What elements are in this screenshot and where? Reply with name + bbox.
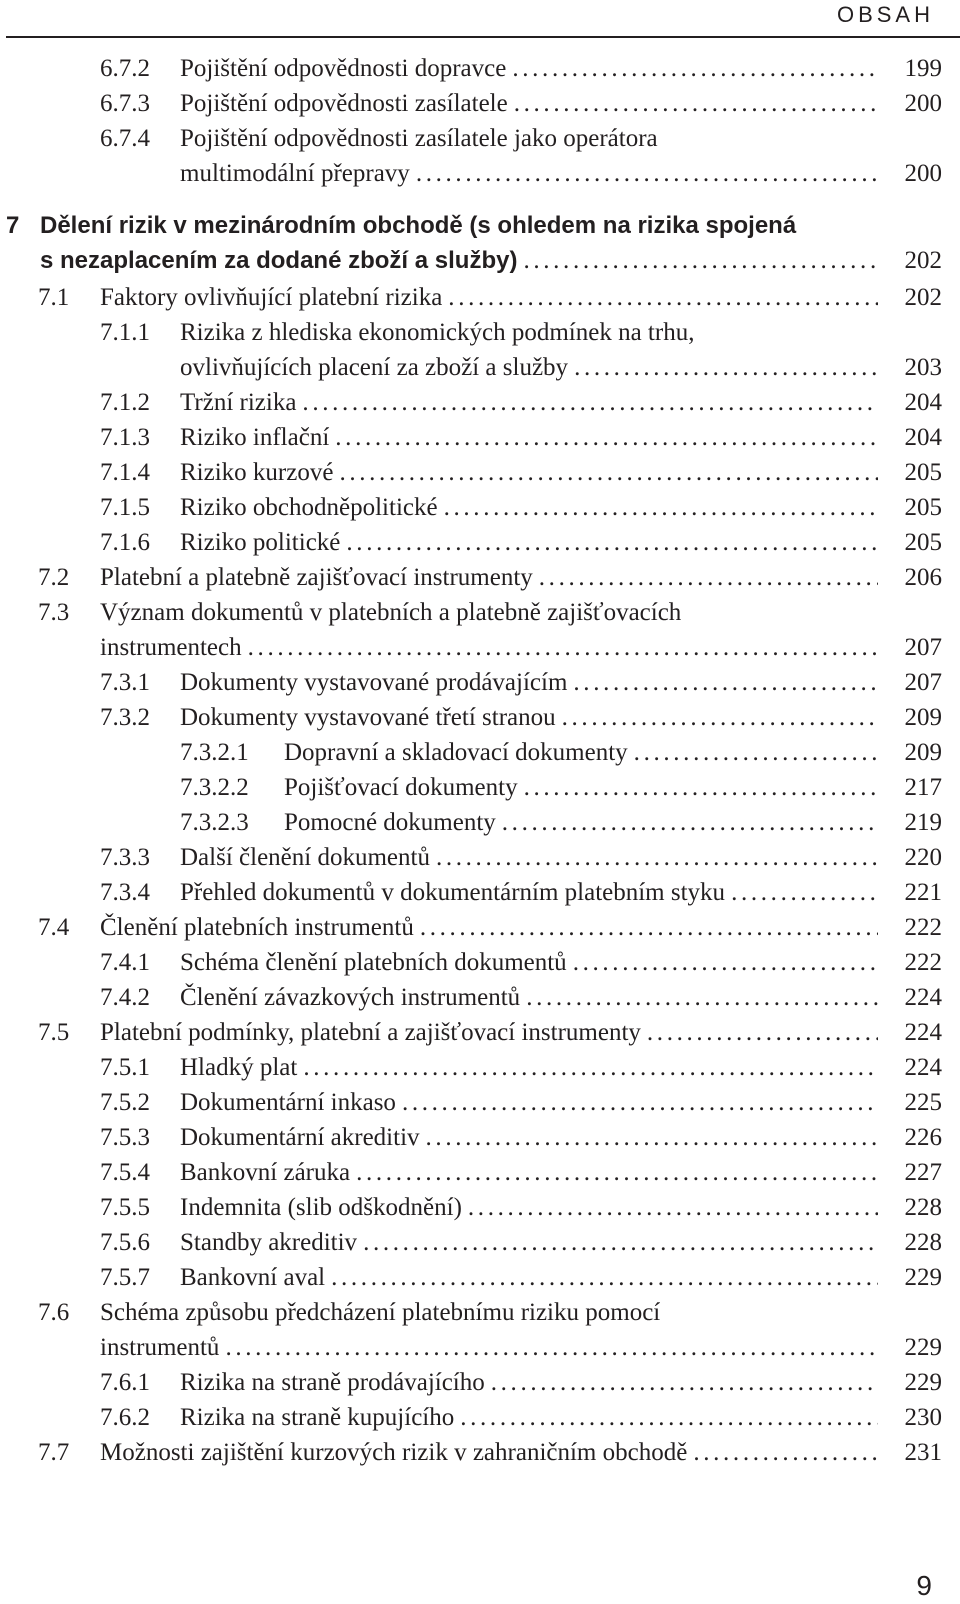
toc-entry-page-number: 204 (904, 389, 942, 416)
dot-leader (562, 700, 878, 735)
toc-entry (0, 1190, 960, 1225)
dot-leader (491, 1365, 878, 1400)
dot-leader (647, 1015, 878, 1050)
toc-entry-page-number: 231 (904, 1439, 942, 1466)
toc-entry (0, 455, 960, 490)
toc-entry-number: 7.1.2 (100, 389, 150, 416)
toc-entry-number: 7.3 (38, 599, 70, 626)
dot-leader (303, 1050, 878, 1085)
dot-leader (339, 455, 878, 490)
toc-entry-title: Standby akreditiv (180, 1229, 358, 1256)
toc-entry-number: 7.5.5 (100, 1194, 150, 1221)
toc-entry-title: instrumentech (100, 634, 242, 661)
toc-entry-page-number: 207 (904, 634, 942, 661)
dot-leader (302, 385, 878, 420)
toc-entry-title-line: Dělení rizik v mezinárodním obchodě (s ohledem na rizika spojená (40, 212, 797, 239)
toc-entry-page-number: 200 (904, 160, 942, 187)
toc-entry-page-number: 200 (904, 90, 942, 117)
toc-entry (0, 1365, 960, 1400)
toc-entry-number: 7.2 (38, 564, 70, 591)
toc-entry-number: 7.5 (38, 1019, 70, 1046)
toc-entry-title: Faktory ovlivňující platební rizika (100, 284, 443, 311)
toc-entry-page-number: 209 (904, 739, 942, 766)
toc-entry-page-number: 225 (904, 1089, 942, 1116)
toc-entry-title: multimodální přepravy (180, 160, 410, 187)
toc-entry (0, 51, 960, 86)
toc-entry (0, 1225, 960, 1260)
dot-leader (444, 490, 878, 525)
toc-entry-number: 7.3.4 (100, 879, 150, 906)
toc-entry-line (0, 840, 960, 875)
toc-entry-number: 7.1 (38, 284, 70, 311)
toc-entry (0, 315, 960, 385)
dot-leader (436, 840, 878, 875)
toc-entry-title: s nezaplacením za dodané zboží a služby) (40, 247, 518, 274)
toc-entry-title-line: Význam dokumentů v platebních a platebně zajišťovacích (100, 599, 682, 626)
toc-entry-page-number: 203 (904, 354, 942, 381)
toc-entry-number: 7.3.2.2 (180, 774, 249, 801)
header-rule (6, 36, 960, 38)
toc-entry (0, 121, 960, 191)
toc-entry-line (0, 945, 960, 980)
toc-entry (0, 700, 960, 735)
toc-entry-number: 7.3.1 (100, 669, 150, 696)
toc-entry-number: 7.1.4 (100, 459, 150, 486)
toc-entry-page-number: 202 (904, 247, 942, 274)
toc-entry-line (0, 420, 960, 455)
toc-entry-page-number: 209 (904, 704, 942, 731)
toc-entry-line (0, 770, 960, 805)
toc-entry (0, 875, 960, 910)
dot-leader (573, 665, 878, 700)
toc-entry-title: Pojišťovací dokumenty (284, 774, 518, 801)
toc-entry-number: 7.5.6 (100, 1229, 150, 1256)
toc-entry-number: 6.7.4 (100, 125, 150, 152)
dot-leader (402, 1085, 878, 1120)
dot-leader (502, 805, 878, 840)
dot-leader (248, 630, 878, 665)
toc-entry-title-line: Rizika z hlediska ekonomických podmínek na trhu, (180, 319, 695, 346)
toc-entry-number: 7 (6, 212, 20, 239)
dot-leader (460, 1400, 878, 1435)
dot-leader (346, 525, 878, 560)
toc-entry-line (0, 1330, 960, 1365)
toc-entry-number: 7.1.1 (100, 319, 150, 346)
toc-entry-page-number: 219 (904, 809, 942, 836)
toc-entry-number: 6.7.3 (100, 90, 150, 117)
toc-entry-page-number: 205 (904, 529, 942, 556)
toc-entry-line (0, 1225, 960, 1260)
toc-entry-line (0, 243, 960, 278)
toc-entry-number: 7.3.2.1 (180, 739, 249, 766)
toc-entry (0, 665, 960, 700)
dot-leader (363, 1225, 878, 1260)
toc-entry-line (0, 86, 960, 121)
toc-entry-line (0, 1085, 960, 1120)
toc-chapter-entry (0, 208, 960, 278)
toc-entry-number: 7.4.1 (100, 949, 150, 976)
toc-entry-line (0, 490, 960, 525)
toc-entry-title: Rizika na straně kupujícího (180, 1404, 455, 1431)
toc-entry-page-number: 217 (904, 774, 942, 801)
toc-entry-page-number: 220 (904, 844, 942, 871)
toc-entry-page-number: 202 (904, 284, 942, 311)
page-number: 9 (916, 1570, 932, 1601)
toc-entry (0, 1085, 960, 1120)
toc-entry-page-number: 229 (904, 1264, 942, 1291)
toc-entry-title: Další členění dokumentů (180, 844, 430, 871)
toc-entry-number: 7.5.3 (100, 1124, 150, 1151)
toc-entry-title: Bankovní aval (180, 1264, 326, 1291)
dot-leader (225, 1330, 878, 1365)
toc-entry-number: 6.7.2 (100, 55, 150, 82)
dot-leader (420, 910, 878, 945)
toc-entry-title: Dokumentární inkaso (180, 1089, 396, 1116)
toc-entry (0, 910, 960, 945)
toc-entry-number: 7.3.2 (100, 704, 150, 731)
toc-entry (0, 840, 960, 875)
toc-entry-title: Pojištění odpovědnosti dopravce (180, 55, 507, 82)
toc-entry-line (0, 455, 960, 490)
toc-entry-number: 7.5.7 (100, 1264, 150, 1291)
toc-entry-line (0, 1260, 960, 1295)
toc-entry-number: 7.5.2 (100, 1089, 150, 1116)
toc-entry-line (0, 350, 960, 385)
toc-entry-page-number: 205 (904, 459, 942, 486)
toc-entry-title: Dokumentární akreditiv (180, 1124, 420, 1151)
dot-leader (468, 1190, 878, 1225)
toc-entry-page-number: 230 (904, 1404, 942, 1431)
toc-entry-number: 7.4 (38, 914, 70, 941)
toc-entry-title: ovlivňujících placení za zboží a služby (180, 354, 569, 381)
toc-entry-line (0, 665, 960, 700)
toc-entry (0, 1120, 960, 1155)
dot-leader (356, 1155, 878, 1190)
dot-leader (331, 1260, 878, 1295)
toc-entry-title: Hladký plat (180, 1054, 298, 1081)
toc-entry-page-number: 226 (904, 1124, 942, 1151)
toc-entry-line (0, 1050, 960, 1085)
toc-entry-line (0, 280, 960, 315)
dot-leader (448, 280, 878, 315)
toc-entry-line (0, 51, 960, 86)
toc-entry (0, 980, 960, 1015)
toc-entry-title: Platební a platebně zajišťovací instrumenty (100, 564, 533, 591)
dot-leader (514, 86, 878, 121)
toc-entry-number: 7.1.5 (100, 494, 150, 521)
toc-entry-title: Dokumenty vystavované prodávajícím (180, 669, 568, 696)
toc-entry-number: 7.6.2 (100, 1404, 150, 1431)
dot-leader (416, 156, 878, 191)
toc-entry-number: 7.5.4 (100, 1159, 150, 1186)
toc-entry-line (0, 1190, 960, 1225)
toc-entry-title: Pomocné dokumenty (284, 809, 496, 836)
toc-entry-title: Přehled dokumentů v dokumentárním platebním styku (180, 879, 726, 906)
toc-entry-number: 7.3.3 (100, 844, 150, 871)
toc-entry-title: instrumentů (100, 1334, 220, 1361)
toc-entry-line (0, 1120, 960, 1155)
dot-leader (634, 735, 878, 770)
toc-entry-title-line: Pojištění odpovědnosti zasílatele jako operátora (180, 125, 658, 152)
toc-entry-line (0, 1365, 960, 1400)
toc-entry (0, 420, 960, 455)
toc-entry-number: 7.1.3 (100, 424, 150, 451)
toc-entry (0, 560, 960, 595)
toc-entry-page-number: 229 (904, 1369, 942, 1396)
toc-entry-line (0, 1435, 960, 1470)
toc-entry-page-number: 224 (904, 1054, 942, 1081)
toc-entry-title: Indemnita (slib odškodnění) (180, 1194, 462, 1221)
toc-entry (0, 595, 960, 665)
toc-entry-title: Bankovní záruka (180, 1159, 351, 1186)
toc-entry-page-number: 205 (904, 494, 942, 521)
dot-leader (512, 51, 878, 86)
toc-entry-title: Členění závazkových instrumentů (180, 984, 521, 1011)
toc-entry-line (0, 875, 960, 910)
toc-entry-title: Členění platebních instrumentů (100, 914, 414, 941)
toc-entry (0, 1155, 960, 1190)
toc-entry-page-number: 222 (904, 949, 942, 976)
dot-leader (693, 1435, 878, 1470)
toc-entry-page-number: 206 (904, 564, 942, 591)
toc-entry (0, 525, 960, 560)
toc-entry-number: 7.6 (38, 1299, 70, 1326)
toc-entry (0, 735, 960, 770)
dot-leader (524, 770, 878, 805)
toc-entry-page-number: 207 (904, 669, 942, 696)
toc-entry-page-number: 221 (904, 879, 942, 906)
toc-entry-line (0, 735, 960, 770)
toc-entry (0, 86, 960, 121)
toc-entry-page-number: 222 (904, 914, 942, 941)
toc-entry-number: 7.1.6 (100, 529, 150, 556)
toc-entry-title: Dokumenty vystavované třetí stranou (180, 704, 556, 731)
toc-entry-title: Možnosti zajištění kurzových rizik v zahraničním obchodě (100, 1439, 688, 1466)
toc-entry-title: Platební podmínky, platební a zajišťovací instrumenty (100, 1019, 641, 1046)
toc-entry-line (0, 156, 960, 191)
toc-entry-line (0, 1400, 960, 1435)
toc-entry-title: Tržní rizika (180, 389, 297, 416)
toc-entry-page-number: 224 (904, 984, 942, 1011)
toc-entry-line (0, 980, 960, 1015)
toc-entry-number: 7.4.2 (100, 984, 150, 1011)
toc-entry (0, 770, 960, 805)
dot-leader (335, 420, 878, 455)
dot-leader (539, 560, 878, 595)
toc-entry-line (0, 805, 960, 840)
dot-leader (573, 945, 878, 980)
toc-entry (0, 1435, 960, 1470)
toc-entry-number: 7.5.1 (100, 1054, 150, 1081)
toc-entry (0, 280, 960, 315)
toc-entry-title: Schéma členění platebních dokumentů (180, 949, 567, 976)
toc-entry (0, 1260, 960, 1295)
dot-leader (523, 243, 878, 278)
toc-entry-page-number: 227 (904, 1159, 942, 1186)
toc-entry (0, 945, 960, 980)
toc-entry-page-number: 229 (904, 1334, 942, 1361)
toc-entry-title: Riziko inflační (180, 424, 330, 451)
toc-entry-line (0, 385, 960, 420)
toc-entry-title: Pojištění odpovědnosti zasílatele (180, 90, 508, 117)
toc-entry-line (0, 700, 960, 735)
toc-entry-title: Riziko obchodněpolitické (180, 494, 438, 521)
toc-entry-title: Riziko kurzové (180, 459, 334, 486)
toc-entry-page-number: 228 (904, 1229, 942, 1256)
toc-entry (0, 1400, 960, 1435)
toc-entry-page-number: 199 (904, 55, 942, 82)
toc-entry (0, 490, 960, 525)
toc-entry-title-line: Schéma způsobu předcházení platebnímu riziku pomocí (100, 1299, 661, 1326)
toc-entry-line (0, 630, 960, 665)
toc-entry-line (0, 1015, 960, 1050)
toc-entry (0, 385, 960, 420)
running-header-section-label: OBSAH (836, 2, 934, 27)
toc-entry-page-number: 224 (904, 1019, 942, 1046)
dot-leader (574, 350, 878, 385)
toc-entry-number: 7.7 (38, 1439, 70, 1466)
toc-entry-line (0, 525, 960, 560)
table-of-contents (0, 51, 960, 1470)
dot-leader (426, 1120, 878, 1155)
dot-leader (731, 875, 878, 910)
toc-entry-number: 7.3.2.3 (180, 809, 249, 836)
toc-entry-line (0, 1155, 960, 1190)
toc-entry-page-number: 228 (904, 1194, 942, 1221)
toc-entry (0, 1295, 960, 1365)
toc-entry-line (0, 910, 960, 945)
toc-entry-line (0, 560, 960, 595)
toc-entry-title: Dopravní a skladovací dokumenty (284, 739, 628, 766)
toc-entry (0, 1015, 960, 1050)
dot-leader (526, 980, 878, 1015)
toc-entry (0, 805, 960, 840)
toc-entry-page-number: 204 (904, 424, 942, 451)
toc-entry-number: 7.6.1 (100, 1369, 150, 1396)
toc-entry (0, 1050, 960, 1085)
toc-entry-title: Riziko politické (180, 529, 341, 556)
toc-entry-title: Rizika na straně prodávajícího (180, 1369, 485, 1396)
